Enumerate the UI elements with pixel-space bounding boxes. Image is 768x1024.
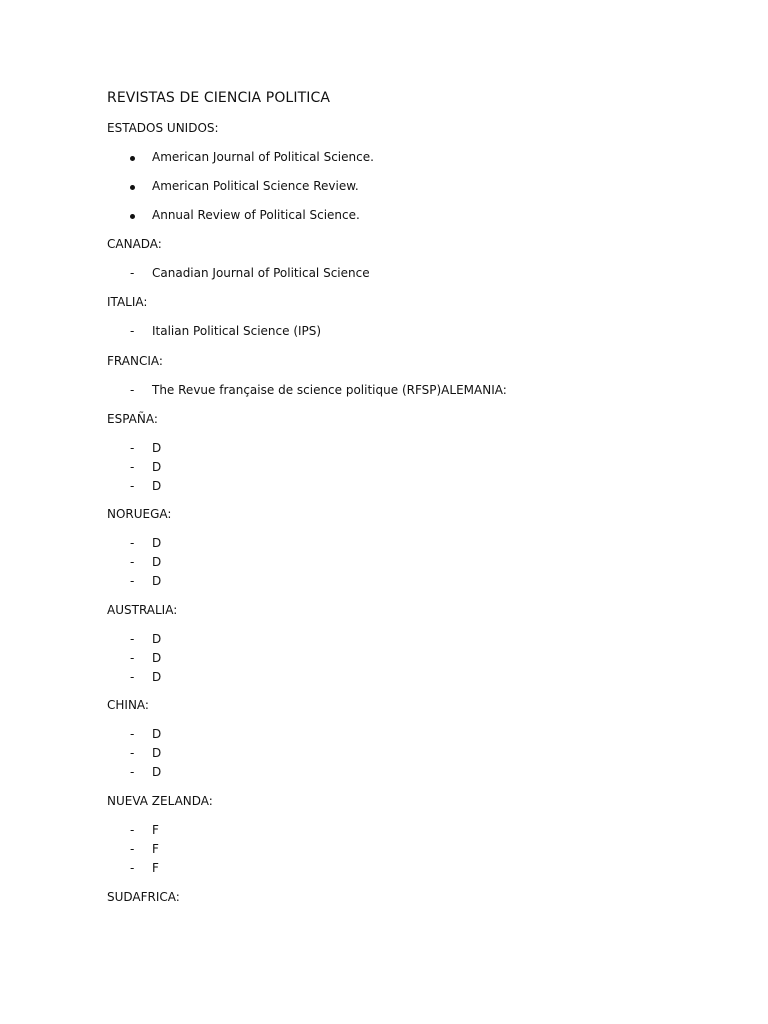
list-item-text: D <box>152 574 162 588</box>
list-item-text: D <box>152 479 162 493</box>
dash-marker: - <box>130 536 135 550</box>
dash-marker: - <box>130 765 135 779</box>
section-heading: SUDAFRICA: <box>107 890 180 904</box>
dash-marker: - <box>130 670 135 684</box>
list-item-text: D <box>152 460 162 474</box>
dash-marker: - <box>130 441 135 455</box>
list-item-text: F <box>152 823 159 837</box>
section-heading: CHINA: <box>107 698 149 712</box>
section-heading: NORUEGA: <box>107 507 172 521</box>
list-item-text: D <box>152 555 162 569</box>
dash-marker: - <box>130 651 135 665</box>
dash-marker: - <box>130 746 135 760</box>
list-item-text: D <box>152 670 162 684</box>
list-item-text: D <box>152 536 162 550</box>
list-item-text: D <box>152 765 162 779</box>
list-item-text: D <box>152 746 162 760</box>
list-item-text: D <box>152 727 162 741</box>
list-item-text: D <box>152 651 162 665</box>
dash-marker: - <box>130 460 135 474</box>
dash-marker: - <box>130 823 135 837</box>
list-item-text: Italian Political Science (IPS) <box>152 324 322 338</box>
dash-marker: - <box>130 632 135 646</box>
list-item-text: American Journal of Political Science. <box>152 150 374 164</box>
section-heading: CANADA: <box>107 237 162 251</box>
dash-marker: - <box>130 842 135 856</box>
list-item-text: F <box>152 861 159 875</box>
section-heading: AUSTRALIA: <box>107 603 178 617</box>
section-heading: ESPAÑA: <box>107 412 158 426</box>
dash-marker: - <box>130 861 135 875</box>
list-item-text: D <box>152 441 162 455</box>
list-item-text: F <box>152 842 159 856</box>
dash-marker: - <box>130 727 135 741</box>
document-title: REVISTAS DE CIENCIA POLITICA <box>107 90 330 106</box>
list-item-text: The Revue française de science politique (RFSP)ALEMANIA: <box>152 383 507 397</box>
dash-marker: - <box>130 324 135 338</box>
dash-marker: - <box>130 479 135 493</box>
list-item-text: D <box>152 632 162 646</box>
list-item-text: Canadian Journal of Political Science <box>152 266 370 280</box>
section-heading: ESTADOS UNIDOS: <box>107 121 219 135</box>
section-heading: FRANCIA: <box>107 354 163 368</box>
list-item-text: Annual Review of Political Science. <box>152 208 360 222</box>
dash-marker: - <box>130 555 135 569</box>
list-item-text: American Political Science Review. <box>152 179 359 193</box>
section-heading: ITALIA: <box>107 295 148 309</box>
section-heading: NUEVA ZELANDA: <box>107 794 213 808</box>
dash-marker: - <box>130 383 135 397</box>
dash-marker: - <box>130 574 135 588</box>
dash-marker: - <box>130 266 135 280</box>
